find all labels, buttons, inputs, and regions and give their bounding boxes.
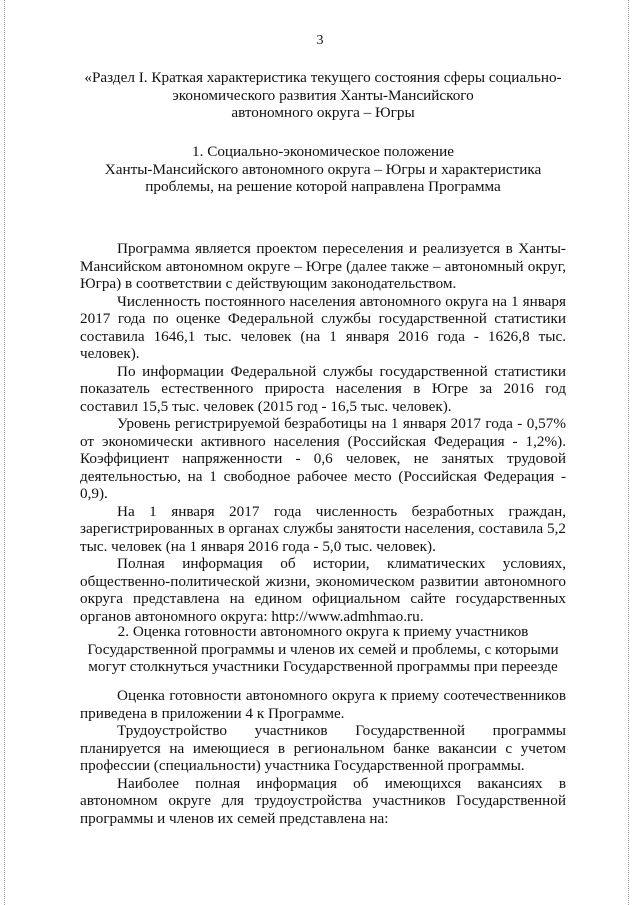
subsection-title-line: 1. Социально-экономическое положение [192, 143, 454, 160]
subsection1-body [80, 240, 566, 625]
paragraph: На 1 января 2017 года численность безработных граждан, зарегистрированных в органах службы занятости населения, составила 5,2 тыс. человек (на 1 января 2016 года - 5,0 тыс. человек). [80, 502, 566, 555]
paragraph: По информации Федеральной службы государственной статистики показатель естественного прироста населения в Югре за 2016 год составил 15,5 тыс. человек (2015 год - 16,5 тыс. человек). [80, 362, 566, 415]
paragraph: Оценка готовности автономного округа к приему соотечественников приведена в приложении 4 к Программе. [80, 687, 566, 722]
scan-edge-right [628, 0, 629, 905]
section-title-line: автономного округа – Югры [231, 104, 415, 121]
paragraph: Программа является проектом переселения и реализуется в Ханты-Мансийском автономном округе – Югре (далее также – автономный округ, Югра) в соответствии с действующим законодательством. [80, 240, 566, 292]
section-title-line: «Раздел I. Краткая характеристика текущего состояния сферы социально- [84, 69, 562, 86]
subsection-title-line: Государственной программы и членов их семей и проблемы, с которыми [87, 640, 559, 658]
section-title-line: экономического развития Ханты-Мансийского [172, 86, 474, 104]
subsection2-body [80, 687, 566, 827]
subsection-title-line: 2. Оценка готовности автономного округа к приему участников [117, 623, 529, 640]
paragraph: Уровень регистрируемой безработицы на 1 января 2017 года - 0,57% от экономически активного населения (Российская Федерация - 1,2%). Коэффициент напряженности - 0,6 человек, не занятых трудовой деятельностью, на 1 свободное рабочее место (Российская Федерация - 0,9). [80, 415, 566, 502]
scan-edge-left [4, 0, 5, 905]
paragraph: Полная информация об истории, климатических условиях, общественно-политической жизни, экономическом развитии автономного округа представлена на едином официальном сайте государственных органов автономного округа: http://www.admhmao.ru. [80, 555, 566, 625]
subsection-title-line: проблемы, на решение которой направлена Программа [145, 178, 501, 195]
paragraph: Численность постоянного населения автономного округа на 1 января 2017 года по оценке Федеральной службы государственной статистики составила 1646,1 тыс. человек (на 1 января 2016 года - 1626,8 тыс. человек). [80, 292, 566, 362]
paragraph: Наиболее полная информация об имеющихся вакансиях в автономном округе для трудоустройства участников Государственной программы и членов их семей представлена на: [80, 774, 566, 827]
subsection-title-line: могут столкнуться участники Государственной программы при переезде [88, 658, 558, 675]
subsection2-title [80, 623, 566, 676]
subsection-title-line: Ханты-Мансийского автономного округа – Югры и характеристика [104, 160, 542, 178]
paragraph: Трудоустройство участников Государственной программы планируется на имеющиеся в региональном банке вакансии с учетом профессии (специальности) участника Государственной программы. [80, 722, 566, 774]
page-number: 3 [316, 33, 324, 48]
subsection1-title [80, 143, 566, 196]
section-title [80, 69, 566, 122]
